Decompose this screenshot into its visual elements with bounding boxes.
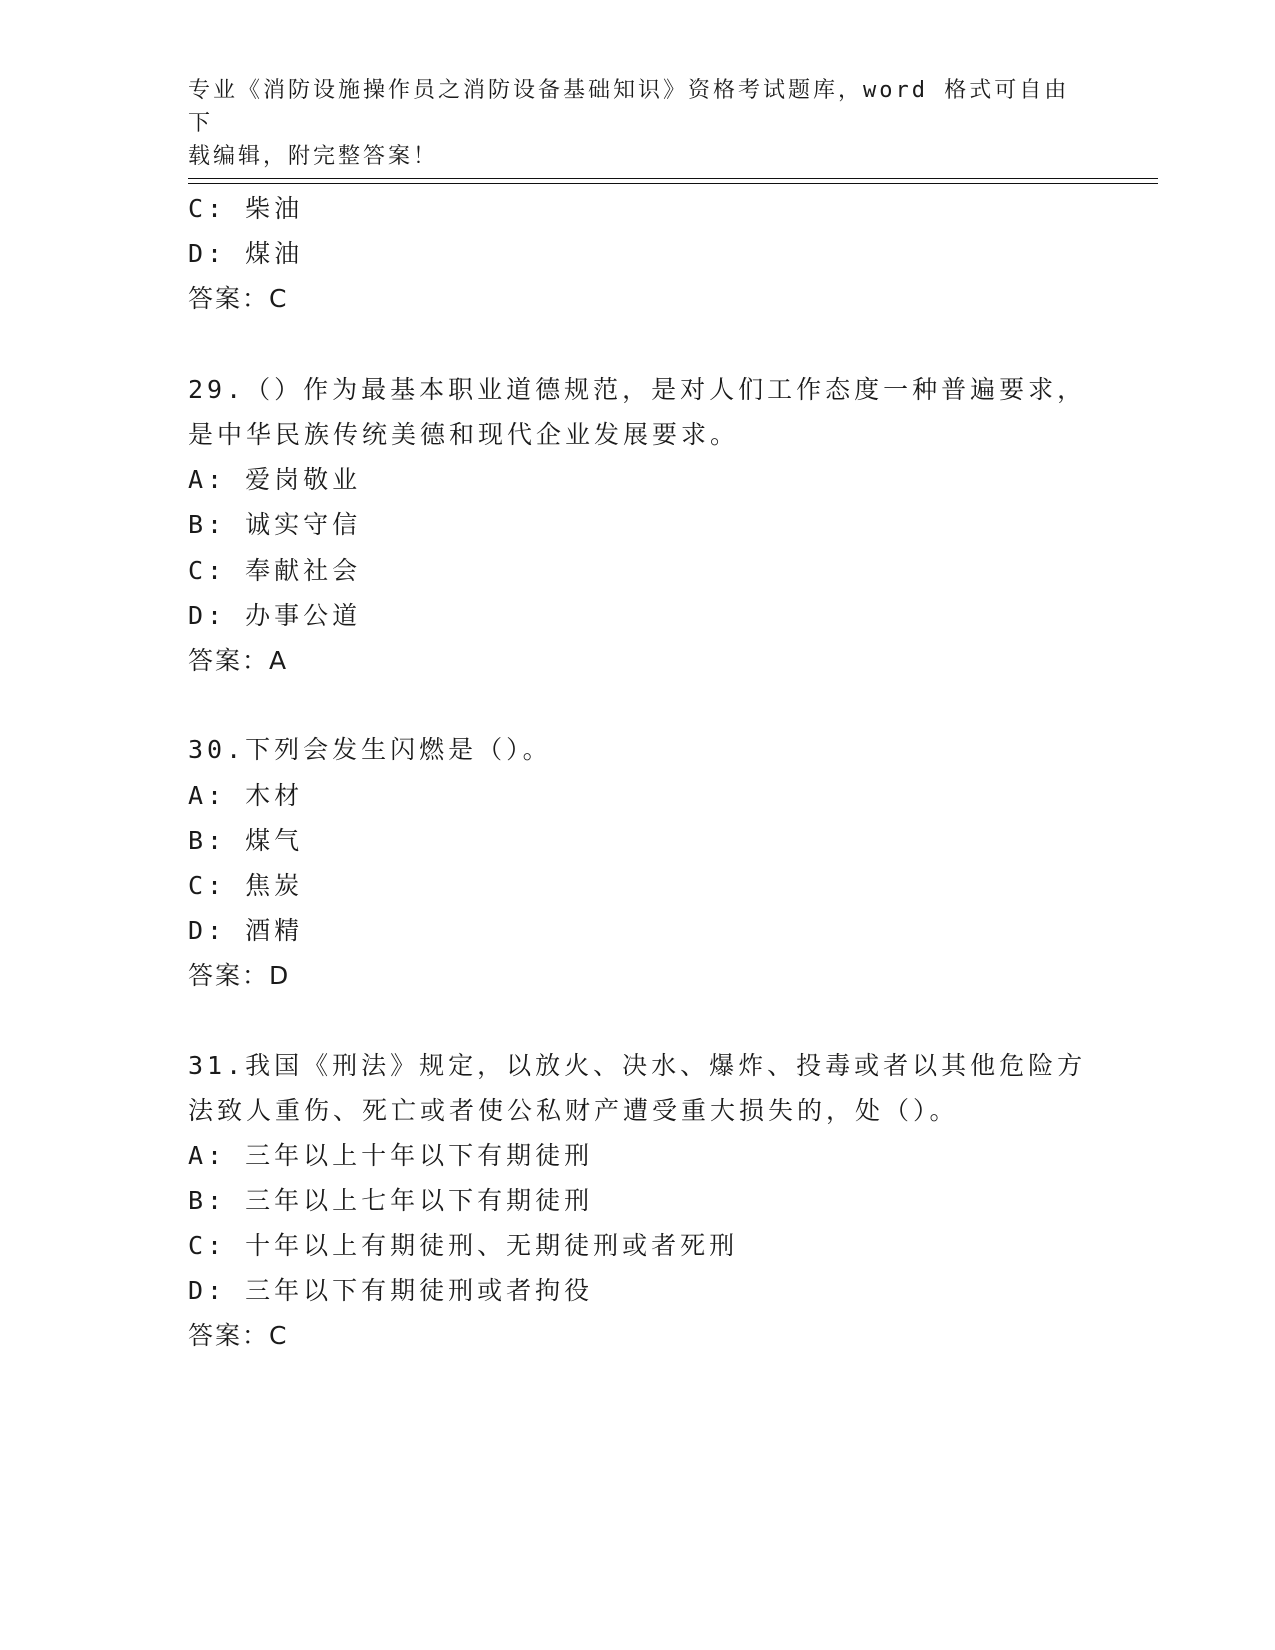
q31-answer: 答案：C xyxy=(188,1321,289,1350)
q29-stem-line-2: 是中华民族传统美德和现代企业发展要求。 xyxy=(188,420,740,449)
q28-answer: 答案：C xyxy=(188,284,289,313)
q29-stem-line-1: 29.（）作为最基本职业道德规范，是对人们工作态度一种普遍要求， xyxy=(188,375,1087,404)
header-line-2: 载编辑，附完整答案！ xyxy=(188,144,439,169)
q28-option-c: C: 柴油 xyxy=(188,194,304,223)
q31-stem-line-1: 31.我国《刑法》规定，以放火、决水、爆炸、投毒或者以其他危险方 xyxy=(188,1051,1087,1080)
q30-option-c: C: 焦炭 xyxy=(188,871,304,900)
header-divider-top xyxy=(188,178,1158,179)
q29-option-a: A: 爱岗敬业 xyxy=(188,465,362,494)
q31-option-b: B: 三年以上七年以下有期徒刑 xyxy=(188,1186,594,1215)
header-divider-bottom xyxy=(188,183,1158,184)
q30-option-b: B: 煤气 xyxy=(188,826,304,855)
q29-option-c: C: 奉献社会 xyxy=(188,556,362,585)
q31-stem-line-2: 法致人重伤、死亡或者使公私财产遭受重大损失的，处（）。 xyxy=(188,1096,959,1125)
q30-option-d: D: 酒精 xyxy=(188,916,304,945)
q29-option-d: D: 办事公道 xyxy=(188,601,362,630)
q31-option-a: A: 三年以上十年以下有期徒刑 xyxy=(188,1141,594,1170)
document-header xyxy=(188,74,1088,173)
q29-option-b: B: 诚实守信 xyxy=(188,510,362,539)
header-line-1: 专业《消防设施操作员之消防设备基础知识》资格考试题库，word 格式可自由下 xyxy=(188,78,1070,136)
q30-stem-line-1: 30.下列会发生闪燃是（）。 xyxy=(188,735,552,764)
q31-option-d: D: 三年以下有期徒刑或者拘役 xyxy=(188,1276,594,1305)
q28-option-d: D: 煤油 xyxy=(188,239,304,268)
q31-option-c: C: 十年以上有期徒刑、无期徒刑或者死刑 xyxy=(188,1231,739,1260)
q29-answer: 答案：A xyxy=(188,646,289,675)
q30-answer: 答案：D xyxy=(188,961,291,990)
q30-option-a: A: 木材 xyxy=(188,781,304,810)
